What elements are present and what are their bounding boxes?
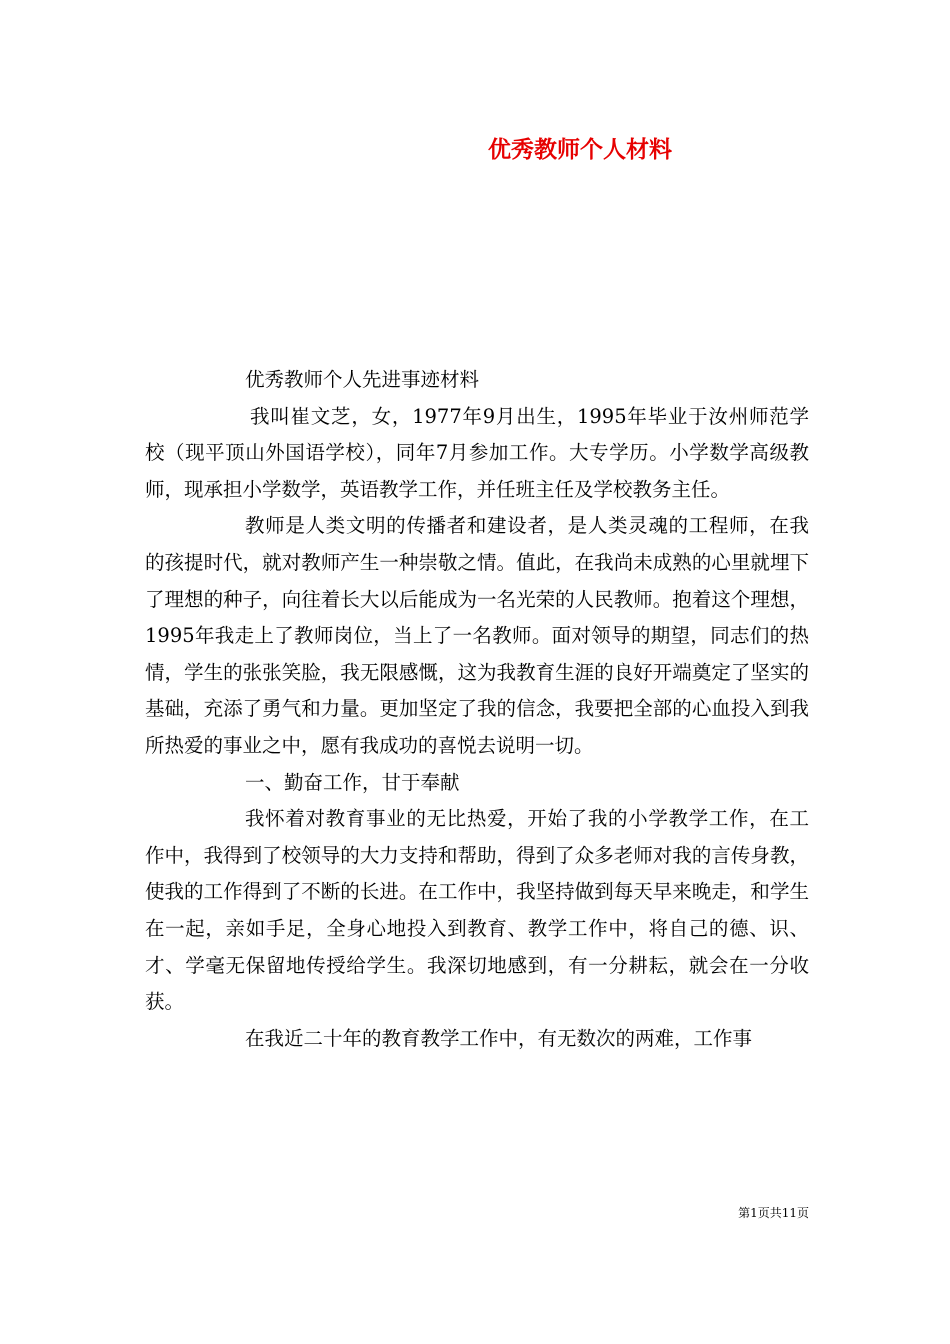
document-title: 优秀教师个人材料 [488,136,672,163]
page-number: 第1页共11页 [738,1206,809,1220]
section-heading: 一、勤奋工作，甘于奉献 [245,770,460,794]
body-paragraph: 我怀着对教育事业的无比热爱，开始了我的小学教学工作，在工作中，我得到了校领导的大力支持和帮助，得到了众多老师对我的言传身教，使我的工作得到了不断的长进。在工作中，我坚持做到每天早来晚走，和学生在一起，亲如手足，全身心地投入到教育、教学工作中，将自己的德、识、才、学毫无保留地传授给学生。我深切地感到，有一分耕耘，就会在一分收获。 [145,807,809,1014]
body-paragraph: 在我近二十年的教育教学工作中，有无数次的两难，工作事 [245,1026,753,1050]
body-paragraph: 我叫崔文芝，女，1977年9月出生，1995年毕业于汝州师范学校（现平顶山外国语学校），同年7月参加工作。大专学历。小学数学高级教师，现承担小学数学，英语教学工作，并任班主任及学校教务主任。 [145,404,809,501]
body-paragraph: 教师是人类文明的传播者和建设者，是人类灵魂的工程师，在我的孩提时代，就对教师产生一种崇敬之情。值此，在我尚未成熟的心里就埋下了理想的种子，向往着长大以后能成为一名光荣的人民教师。抱着这个理想，1995年我走上了教师岗位，当上了一名教师。面对领导的期望，同志们的热情，学生的张张笑脸，我无限感慨，这为我教育生涯的良好开端奠定了坚实的基础，充添了勇气和力量。更加坚定了我的信念，我要把全部的心血投入到我所热爱的事业之中，愿有我成功的喜悦去说明一切。 [145,514,809,757]
subtitle: 优秀教师个人先进事迹材料 [245,368,480,391]
document-body [145,362,809,1057]
